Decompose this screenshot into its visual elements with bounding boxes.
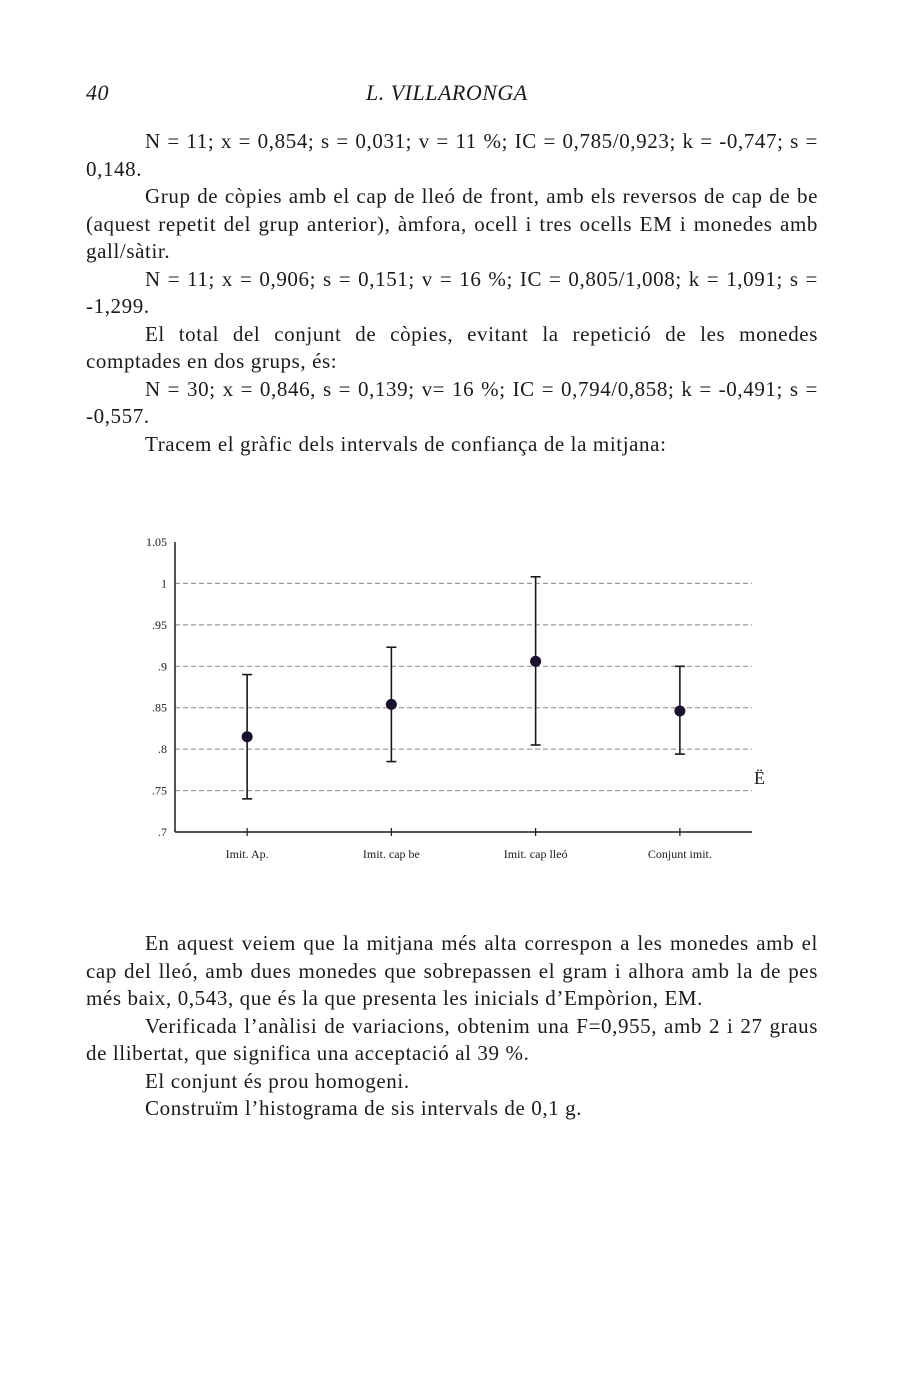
- paragraph: N = 11; x = 0,906; s = 0,151; v = 16 %; IC = 0,805/1,008; k = 1,091; s = -1,299.: [86, 266, 818, 318]
- mean-point: [242, 731, 253, 742]
- x-tick-label: Imit. Ap.: [225, 847, 269, 861]
- page-number: 40: [86, 80, 109, 105]
- y-tick-label: .75: [152, 783, 167, 798]
- x-tick-label: Imit. cap be: [362, 847, 420, 861]
- x-tick-label: Imit. cap lleó: [503, 847, 568, 861]
- x-tick-label: Conjunt imit.: [647, 847, 712, 861]
- paragraph: Tracem el gràfic dels intervals de confiança de la mitjana:: [145, 431, 667, 456]
- mean-point: [530, 656, 541, 667]
- body-text-bottom: [86, 930, 818, 1123]
- running-header: [86, 80, 818, 110]
- y-tick-label: .85: [152, 700, 167, 715]
- paragraph: Verificada l’anàlisi de variacions, obtenim una F=0,955, amb 2 i 27 graus de llibertat, que significa una acceptació al 39 %.: [86, 1013, 818, 1065]
- y-tick-label: 1: [161, 576, 167, 591]
- y-tick-label: .9: [158, 659, 167, 674]
- paragraph: N = 30; x = 0,846, s = 0,139; v= 16 %; IC = 0,794/0,858; k = -0,491; s = -0,557.: [86, 376, 818, 428]
- running-head-author: L. VILLARONGA: [366, 80, 528, 105]
- y-tick-label: .7: [158, 825, 167, 839]
- paragraph: En aquest veiem que la mitjana més alta correspon a les monedes amb el cap del lleó, amb dues monedes que sobrepassen el gram i alhora amb la de pes més baix, 0,543, que és la que presenta les inicials d’Empòrion, EM.: [86, 931, 818, 1010]
- paragraph: El total del conjunt de còpies, evitant la repetició de les monedes comptades en dos grups, és:: [86, 321, 818, 373]
- corner-mark: Ë: [754, 767, 765, 788]
- confidence-interval-chart: [120, 520, 780, 865]
- paragraph: Construïm l’histograma de sis intervals de 0,1 g.: [145, 1096, 583, 1120]
- y-tick-label: .8: [158, 742, 167, 757]
- paragraph: El conjunt és prou homogeni.: [145, 1068, 410, 1093]
- paragraph: Grup de còpies amb el cap de lleó de front, amb els reversos de cap de be (aquest repetit del grup anterior), àmfora, ocell i tres ocells EM i monedes amb gall/sàtir.: [86, 184, 818, 263]
- mean-point: [674, 706, 685, 717]
- y-tick-label: 1.05: [146, 535, 167, 549]
- y-tick-label: .95: [152, 617, 167, 632]
- mean-point: [386, 699, 397, 710]
- paragraph: N = 11; x = 0,854; s = 0,031; v = 11 %; IC = 0,785/0,923; k = -0,747; s = 0,148.: [86, 129, 818, 181]
- body-text-top: [86, 128, 818, 458]
